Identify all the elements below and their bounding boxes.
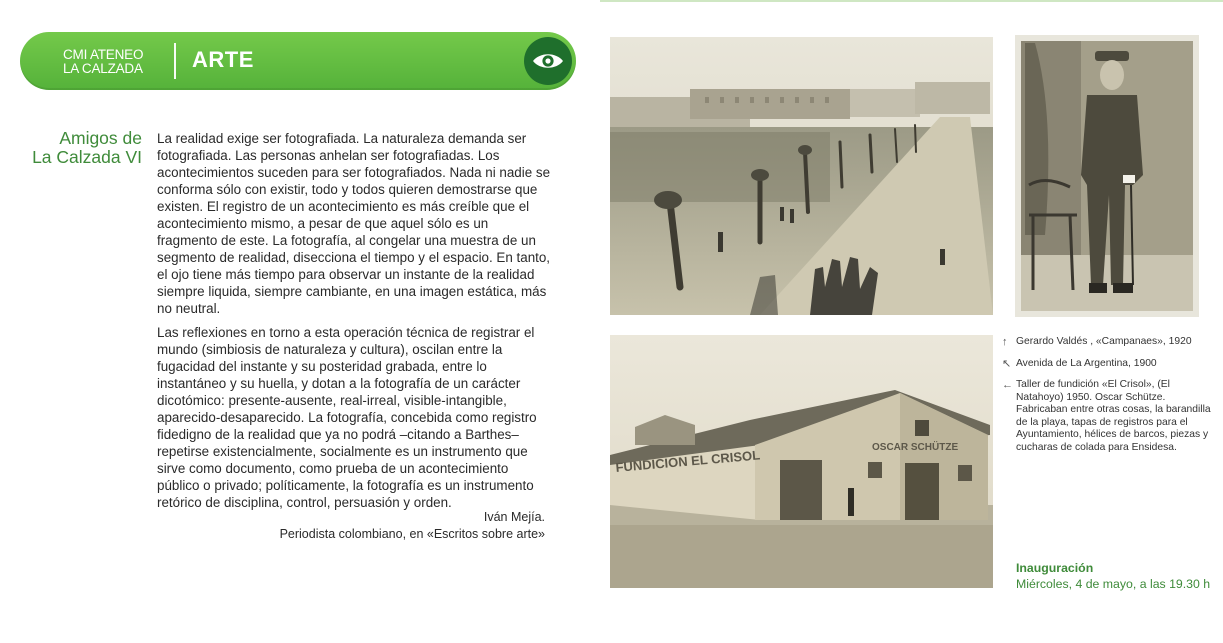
caption-text: Avenida de La Argentina, 1900 [1016,357,1157,369]
sign-oscar-schutze: OSCAR SCHÜTZE [872,442,959,453]
author-name: Iván Mejía. [483,510,545,524]
header-organization [63,48,163,76]
eye-icon [524,37,572,85]
inauguration-info [1016,560,1210,592]
section-title-line-2: La Calzada VI [32,147,142,167]
photo-taller-el-crisol [610,335,993,588]
caption-item [1002,379,1212,454]
section-title [20,129,142,167]
caption-text: Gerardo Valdés , «Campanaes», 1920 [1016,336,1192,347]
section-title-line-1: Amigos de [59,128,142,148]
section-header [20,32,576,90]
arrow-up-icon: ↑ [1002,336,1008,348]
top-divider [600,0,1223,2]
caption-text: Taller de fundición «El Crisol», (El Natahoyo) 1950. Oscar Schütze. Fabricaban entre otras cosas, la barandilla de la playa, tapas de registros para el Ayuntamiento, hélices de barcos, piezas y cucharas de colada para Ensidesa. [1016,379,1211,453]
article-body [157,130,552,518]
arrow-up-left-icon: ↖ [1002,357,1012,370]
caption-item [1002,358,1212,371]
header-title: ARTE [192,47,254,72]
photo-avenida-argentina [610,37,993,315]
inauguration-label: Inauguración [1016,561,1094,575]
org-line-2: LA CALZADA [63,61,143,76]
header-separator [174,43,176,79]
photo-captions [1002,336,1212,463]
caption-item [1002,336,1212,349]
sign-fundicion-el-crisol: FUNDICION EL CRISOL [614,447,761,475]
arrow-left-icon: ← [1002,379,1013,391]
paragraph-2: Las reflexiones en torno a esta operación técnica de registrar el mundo (simbiosis de naturaleza y cultura), oscilan entre la fugacidad del instante y su posteridad grabada, entre lo instantáneo y su huella, y dotan a la fotografía de un carácter dicotómico: presente-ausente, real-irreal, visible-intangible, aparecido-desaparecido. La fotografía, concebida como registro fidedigno de la realidad que ya no podrá –citando a Barthes– repetirse existencialmente, socialmente es un instrumento que sirve como documento, como prueba de un acontecimiento público o privado; políticamente, la fotografía es un instrumento retórico de disciplina, control, persuasión y orden. [157,325,537,510]
org-line-1: CMI ATENEO [63,47,144,62]
author-role: Periodista colombiano, en «Escritos sobre arte» [279,527,545,541]
paragraph-1: La realidad exige ser fotografiada. La naturaleza demanda ser fotografiada. Las personas anhelan ser fotografiadas. Los acontecimientos suceden para ser fotografiados. Nada ni nadie se conforma sólo con existir, todo y todos quieren demostrarse que existen. El registro de un acontecimiento es más creíble que el acontecimiento mismo, a pesar de que aquel sólo es un fragmento de este. La fotografía, al congelar una muestra de un segmento de realidad, disecciona el tiempo y el espacio. En tanto, el ojo tiene más tiempo para observar un instante de la realidad siempre liquida, siempre cambiante, en una imagen estática, más no neutral. [157,131,551,316]
inauguration-date: Miércoles, 4 de mayo, a las 19.30 h [1016,577,1211,591]
signature [157,509,545,543]
photo-portrait-gerardo-valdes [1015,35,1199,317]
